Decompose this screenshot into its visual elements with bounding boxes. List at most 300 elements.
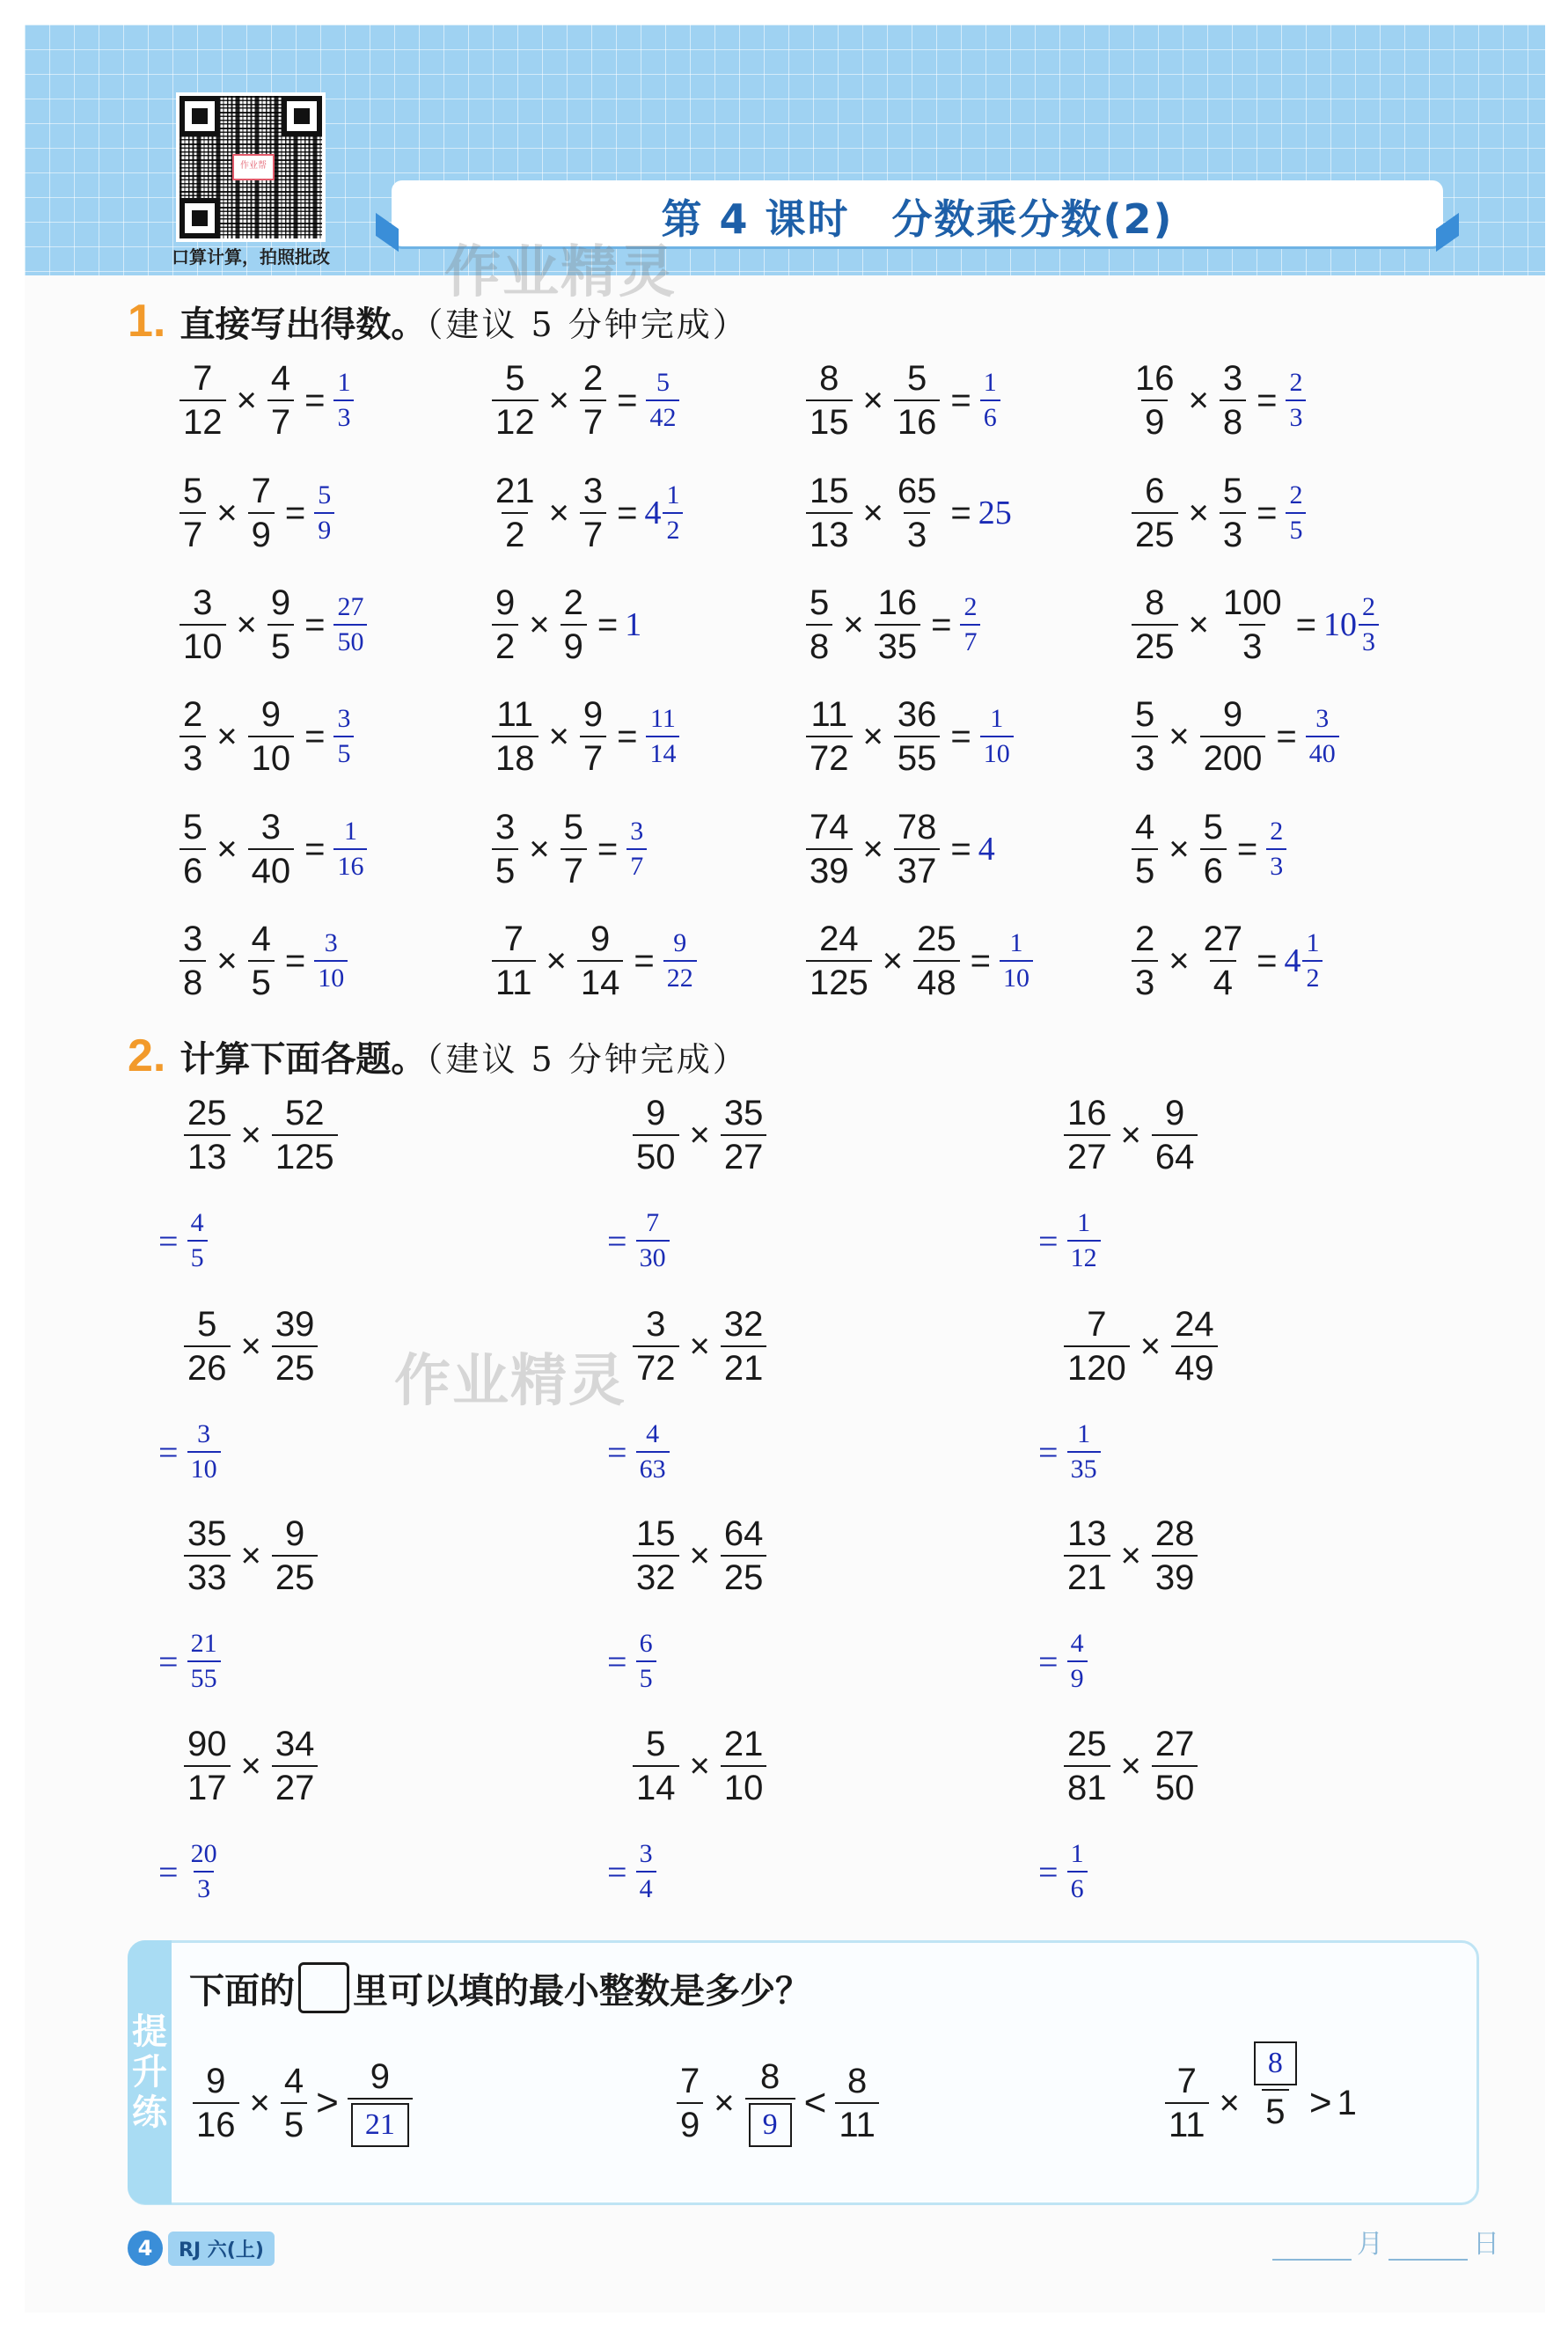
day-label: 日 [1473,2229,1499,2260]
fraction [333,706,354,767]
equals-sign: = [1276,716,1297,756]
numerator: 2 [1361,592,1375,621]
fraction [633,1726,679,1806]
calculation-answer [607,1210,673,1272]
section-2-title [128,1030,749,1082]
numerator: 2 [183,695,203,734]
footer-badge [128,2231,275,2266]
fraction [806,921,872,1000]
denominator: 9 [561,624,587,664]
numerator: 3 [337,704,351,733]
fraction [980,370,1000,431]
denominator: 125 [272,1134,338,1175]
denominator: 81 [1064,1765,1110,1806]
equals-sign: = [304,380,326,420]
numerator: 74 [810,808,849,847]
denominator: 50 [333,624,367,656]
fraction [1132,697,1158,776]
numerator: 5 [646,1725,666,1763]
fraction [663,930,697,992]
practice-expression-3 [1161,2028,1357,2143]
equals-sign: = [970,941,991,980]
equals-sign: = [950,716,971,756]
times-sign: × [1120,1746,1141,1785]
denominator: 27 [272,1765,319,1806]
relation-sign: > [1308,2081,1332,2124]
denominator: 9 [1067,1660,1088,1692]
numerator: 2 [964,592,978,621]
times-sign: × [216,716,238,756]
numerator: 3 [193,583,213,622]
fraction [561,585,587,664]
numerator: 1 [1070,1839,1084,1868]
fraction [894,697,941,776]
numerator: 15 [636,1514,676,1553]
numerator: 5 [906,359,927,398]
numerator: 35 [187,1514,227,1553]
denominator: 35 [875,624,921,664]
times-sign: × [1188,605,1209,644]
fraction [492,585,518,664]
denominator: 7 [626,848,647,880]
answer [958,594,982,656]
calculation-item [180,1307,321,1386]
numerator: 65 [897,472,937,510]
numerator: 8 [1145,583,1165,622]
answer [998,930,1035,992]
denominator: 30 [636,1240,670,1272]
answer [312,930,349,992]
times-sign: × [240,1326,261,1366]
fraction [248,697,295,776]
practice-tab-char: 提 [132,2012,167,2052]
equals-sign: = [617,380,638,420]
numerator: 4 [251,920,271,958]
relation-sign: < [803,2081,827,2124]
calculation-item [1060,1307,1221,1386]
answer-integer: 25 [978,495,1012,531]
fraction [1132,585,1178,664]
page-title: 第 4 课时 分数乘分数(2) [661,195,1174,243]
equals-sign: = [617,716,638,756]
fraction [1306,706,1339,767]
times-sign: × [529,605,550,644]
expression-item [802,585,982,664]
fraction [314,930,348,992]
answer-integer: 4 [978,831,995,868]
fraction [184,1516,231,1595]
denominator: 72 [633,1345,679,1386]
denominator: 6 [1067,1871,1088,1902]
numerator: 52 [284,1094,325,1132]
denominator: 3 [1132,736,1158,776]
fraction [1152,1096,1198,1175]
fraction [633,1516,679,1595]
denominator: 10 [180,624,226,664]
denominator: 13 [806,512,853,553]
fraction [180,921,206,1000]
fraction [646,370,679,431]
numerator: 3 [1222,359,1243,398]
answer [312,482,336,544]
numerator: 7 [251,472,271,510]
fraction [1067,1210,1101,1272]
times-sign: × [548,493,569,532]
denominator: 22 [663,960,697,992]
expression-item [802,361,1002,440]
answer-whole: 10 [1323,606,1357,643]
numerator: 7 [680,2062,700,2100]
answer [1284,482,1308,544]
expression-item [802,697,1015,776]
equals-sign: = [597,605,619,644]
calculation-answer [158,1210,211,1272]
fraction [721,1726,767,1806]
denominator: 32 [633,1555,679,1595]
equals-sign: = [950,380,971,420]
fraction [492,810,518,889]
fraction [580,697,606,776]
numerator: 4 [283,2062,304,2100]
numerator: 9 [370,2057,390,2096]
practice-tab [128,1940,172,2204]
expression-item [176,473,336,553]
numerator: 32 [723,1305,764,1344]
denominator: 48 [913,960,960,1000]
numerator: 1 [1009,928,1023,957]
denominator: 17 [184,1765,231,1806]
denominator: 2 [492,624,518,664]
calculation-item [1060,1096,1201,1175]
numerator: 7 [1087,1305,1107,1344]
equals-sign: = [284,493,306,532]
denominator: 18 [492,736,539,776]
denominator: 3 [1132,960,1158,1000]
numerator: 9 [284,1514,305,1553]
denominator: 7 [580,399,606,440]
watermark: 作业精灵 [444,240,677,305]
qr-code-icon[interactable] [176,92,326,242]
answer-box: 8 [1254,2041,1297,2085]
answer [332,370,355,431]
equals-sign: = [607,1851,627,1892]
denominator: 120 [1064,1345,1130,1386]
denominator: 14 [646,736,679,767]
equals-sign: = [950,493,971,532]
numerator: 5 [197,1305,217,1344]
fraction [1286,482,1306,544]
equals-sign: = [1257,941,1278,980]
practice-expression-1 [189,2059,416,2147]
numerator: 3 [639,1839,653,1868]
empty-box-icon [298,1962,349,2013]
numerator: 100 [1222,583,1282,622]
times-sign: × [216,829,238,869]
equals-sign: = [597,829,619,869]
fraction [636,1841,656,1902]
fraction [180,585,226,664]
numerator: 2 [583,359,604,398]
numerator: 5 [318,480,332,509]
times-sign: × [236,380,257,420]
denominator: 8 [806,624,832,664]
fraction [1064,1516,1110,1595]
fraction [492,473,539,553]
answer [625,818,648,880]
fraction [1359,594,1379,656]
numerator: 9 [260,695,281,734]
denominator: 14 [577,960,624,1000]
denominator: 2 [663,512,683,544]
fraction [636,1421,670,1483]
times-sign: × [236,605,257,644]
denominator-box [745,2098,795,2147]
expression-item [488,361,681,440]
answer [332,818,369,880]
denominator: 5 [281,2102,307,2143]
expression-item [488,921,699,1000]
answer [644,370,681,431]
denominator: 6 [980,399,1000,431]
equals-sign: = [1295,605,1316,644]
numerator: 1 [337,368,351,397]
fraction [1152,1726,1198,1806]
denominator: 5 [1286,512,1306,544]
fraction [1286,370,1306,431]
denominator: 21 [721,1345,767,1386]
qr-caption: 口算计算，拍照批改 [172,246,330,268]
numerator: 5 [505,359,525,398]
answer [1264,818,1288,880]
times-sign: × [1188,493,1209,532]
fraction [577,921,624,1000]
equals-sign: = [1236,829,1258,869]
fraction [272,1096,338,1175]
fraction [1200,697,1266,776]
fraction [184,1726,231,1806]
numerator: 5 [1222,472,1243,510]
fraction [184,1096,231,1175]
denominator: 21 [1064,1555,1110,1595]
denominator: 12 [492,399,539,440]
fraction [1266,818,1286,880]
fraction [1064,1726,1110,1806]
fraction [180,810,206,889]
numerator: 2 [1289,368,1303,397]
fraction [806,361,853,440]
numerator: 2 [1270,817,1284,846]
numerator: 25 [917,920,956,958]
denominator: 63 [636,1451,670,1483]
denominator: 10 [980,736,1014,767]
equals-sign: = [1038,1432,1059,1472]
fraction [894,810,941,889]
expression-item [176,810,369,889]
numerator: 11 [496,695,534,734]
answer-whole: 4 [1284,942,1301,979]
answer [662,930,699,992]
times-sign: × [216,493,238,532]
fraction [626,818,647,880]
month-blank[interactable] [1272,2232,1352,2261]
fraction [980,706,1014,767]
times-sign: × [862,716,883,756]
expression-item [488,585,641,664]
fraction [1064,1307,1130,1386]
denominator: 35 [1067,1451,1101,1483]
numerator: 5 [183,808,203,847]
fraction [267,361,294,440]
times-sign: × [689,1115,710,1154]
answer [1323,594,1381,656]
expression-item [488,697,681,776]
section-1-title [128,295,749,348]
denominator: 14 [633,1765,679,1806]
times-sign: × [1169,941,1190,980]
times-sign: × [1219,2083,1240,2122]
denominator: 26 [184,1345,231,1386]
fraction [492,697,539,776]
denominator: 5 [1132,848,1158,889]
denominator: 25 [1132,512,1178,553]
denominator: 3 [180,736,206,776]
month-label: 月 [1357,2229,1383,2260]
fraction [806,810,853,889]
numerator: 1 [666,480,680,509]
fraction [248,921,275,1000]
fraction [806,473,853,553]
fraction [1132,361,1178,440]
denominator: 6 [180,848,206,889]
numerator: 25 [187,1094,227,1132]
denominator: 5 [333,736,354,767]
numerator: 3 [324,928,338,957]
fraction [561,810,587,889]
calculation-answer [607,1631,660,1692]
denominator: 7 [580,736,606,776]
denominator: 8 [180,960,206,1000]
denominator: 8 [1220,399,1246,440]
denominator: 5 [267,624,294,664]
numerator: 4 [270,359,291,398]
denominator: 10 [314,960,348,992]
numerator: 9 [646,1094,666,1132]
numerator: 4 [646,1419,660,1448]
denominator: 50 [633,1134,679,1175]
denominator: 40 [248,848,295,889]
times-sign: × [689,1326,710,1366]
expression-item [802,810,995,889]
numerator: 27 [1154,1725,1195,1763]
numerator: 7 [503,920,524,958]
page-number: 4 [128,2231,163,2266]
fraction [248,473,275,553]
denominator: 13 [184,1134,231,1175]
numerator: 13 [1067,1514,1107,1553]
equals-sign: = [1038,1220,1059,1261]
equals-sign: = [158,1432,179,1472]
denominator: 10 [248,736,295,776]
numerator: 8 [819,359,839,398]
fraction [1067,1631,1088,1692]
calculation-answer [158,1421,224,1483]
day-blank[interactable] [1388,2232,1468,2261]
denominator-box [348,2098,413,2147]
fraction [633,1096,679,1175]
fraction [1132,921,1158,1000]
denominator: 42 [646,399,679,431]
answer [978,494,1012,532]
fraction [281,2063,307,2143]
calculation-item [629,1096,770,1175]
denominator: 5 [492,848,518,889]
denominator: 55 [187,1660,221,1692]
denominator: 5 [248,960,275,1000]
equals-sign: = [284,941,306,980]
expression-item [1128,697,1341,776]
fraction [1302,930,1323,992]
fraction [1000,930,1033,992]
numerator: 5 [563,808,583,847]
answer [332,706,355,767]
denominator: 9 [248,512,275,553]
fraction [248,810,295,889]
numerator: 20 [190,1839,217,1868]
denominator: 4 [636,1871,656,1902]
times-sign: × [689,1746,710,1785]
denominator: 3 [1220,512,1246,553]
calculation-answer [158,1631,224,1692]
denominator: 25 [272,1345,319,1386]
numerator: 3 [583,472,604,510]
fraction [492,921,536,1000]
times-sign: × [249,2083,270,2122]
question-text-after: 里可以填的最小整数是多少？ [353,1970,810,2012]
numerator: 3 [630,817,644,846]
equals-sign: = [1038,1641,1059,1682]
times-sign: × [862,493,883,532]
calculation-answer [607,1421,673,1483]
answer-integer: 1 [625,606,642,643]
denominator: 27 [721,1134,767,1175]
fraction [580,473,606,553]
denominator: 16 [193,2102,239,2143]
denominator: 11 [835,2102,879,2143]
fraction [1165,2063,1209,2143]
numerator: 78 [897,808,937,847]
practice-expression-2 [673,2059,883,2147]
numerator: 9 [495,583,516,622]
qr-logo: 作业帮 [232,154,275,180]
fraction [1067,1421,1101,1483]
fraction [677,2063,703,2143]
equals-sign: = [158,1851,179,1892]
times-sign: × [862,829,883,869]
times-sign: × [1120,1115,1141,1154]
numerator: 2 [1289,480,1303,509]
fraction [272,1516,319,1595]
times-sign: × [240,1115,261,1154]
fraction [721,1307,767,1386]
times-sign: × [240,1535,261,1575]
denominator: 7 [960,624,980,656]
fraction [180,473,206,553]
numerator: 16 [877,583,918,622]
times-sign: × [882,941,904,980]
numerator: 3 [495,808,516,847]
numerator: 5 [1135,695,1155,734]
calculation-answer [1038,1210,1104,1272]
